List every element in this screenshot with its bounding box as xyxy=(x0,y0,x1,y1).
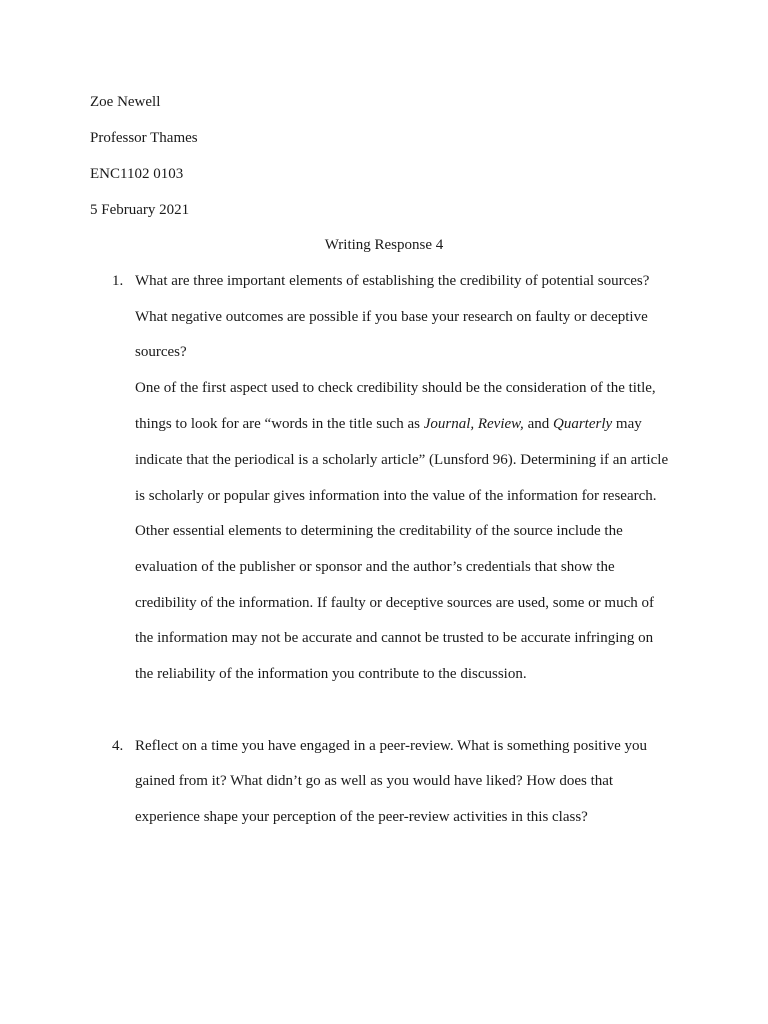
question-4-line: Reflect on a time you have engaged in a peer-review. What is something positive you xyxy=(135,738,648,754)
course-code: ENC1102 0103 xyxy=(90,166,184,182)
answer-text: may xyxy=(612,416,642,432)
answer-text: and xyxy=(523,416,553,432)
student-name: Zoe Newell xyxy=(90,94,161,110)
answer-1-line: Other essential elements to determining the creditability of the source include the xyxy=(135,523,623,539)
quarterly-italic: Quarterly xyxy=(552,416,613,432)
question-1-line: What negative outcomes are possible if you base your research on faulty or deceptive xyxy=(135,309,648,325)
question-1-line: What are three important elements of establishing the credibility of potential sources? xyxy=(135,273,650,289)
answer-1-line-with-italics xyxy=(135,415,642,433)
question-4-line: gained from it? What didn’t go as well as you would have liked? How does that xyxy=(135,773,614,789)
answer-1-line: indicate that the periodical is a scholarly article” (Lunsford 96). Determining if an article xyxy=(135,452,669,468)
answer-1-line: is scholarly or popular gives information into the value of the information for research. xyxy=(135,488,657,504)
document-title: Writing Response 4 xyxy=(324,237,444,253)
answer-1-line: the reliability of the information you contribute to the discussion. xyxy=(135,666,527,682)
question-4-line: experience shape your perception of the peer-review activities in this class? xyxy=(135,809,588,825)
question-1-line: sources? xyxy=(135,344,187,360)
question-1-number: 1. xyxy=(112,273,124,289)
professor-name: Professor Thames xyxy=(90,130,198,146)
answer-1-line: credibility of the information. If faulty or deceptive sources are used, some or much of xyxy=(135,595,654,611)
answer-text: things to look for are “words in the title such as xyxy=(135,416,424,432)
answer-1-line: the information may not be accurate and cannot be trusted to be accurate infringing on xyxy=(135,630,654,646)
answer-1-line: evaluation of the publisher or sponsor and the author’s credentials that show the xyxy=(135,559,615,575)
journal-review-italic: Journal, Review, xyxy=(423,416,524,432)
question-4-number: 4. xyxy=(112,738,124,754)
answer-1-line: One of the first aspect used to check credibility should be the consideration of the title, xyxy=(135,380,656,396)
document-date: 5 February 2021 xyxy=(90,202,190,218)
